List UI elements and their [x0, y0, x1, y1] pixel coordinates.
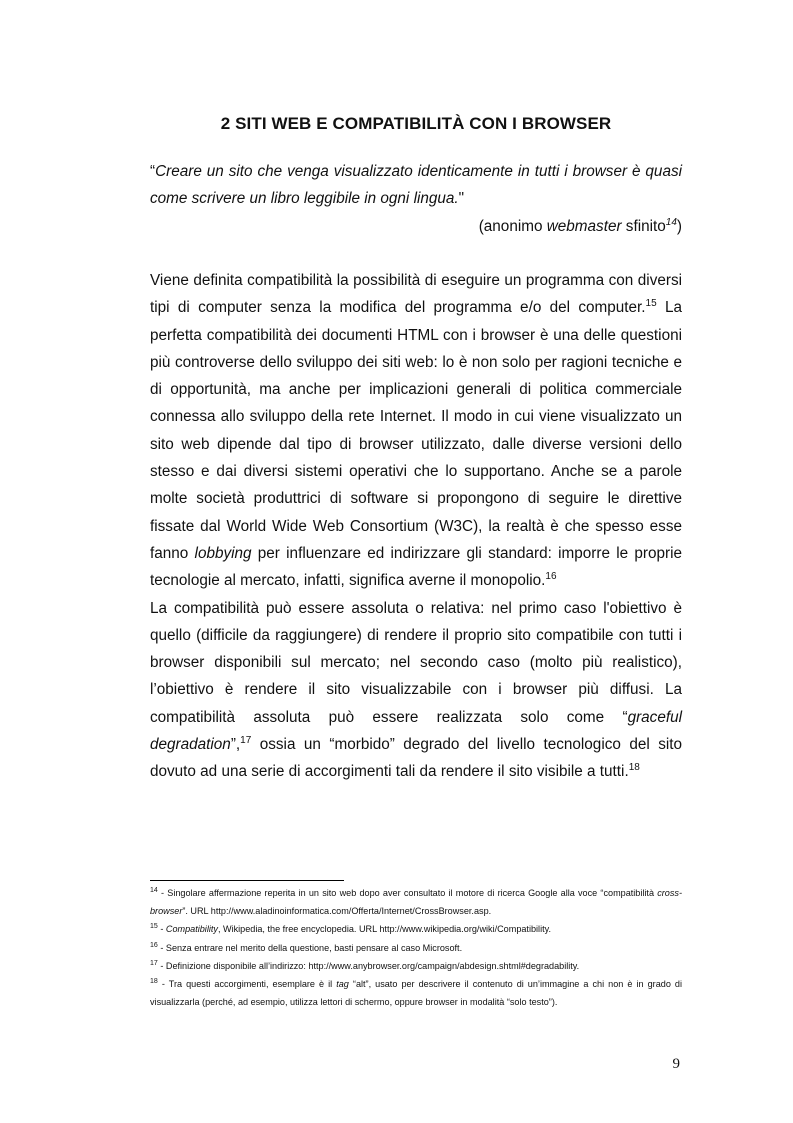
- italic-term: lobbying: [194, 544, 252, 562]
- footnote-separator: [150, 880, 344, 881]
- attribution-italic: webmaster: [546, 218, 622, 235]
- footnote-18: $^{18}$ - Tra questi accorgimenti, esemplare è il tag “alt”, usato per descrivere il contenuto di un’immagine a chi non è in grado di visualizzarla (perché, ad esempio, utilizza lettori di schermo, oppure browser in modalità “solo testo”).: [150, 977, 682, 1008]
- body-text: [150, 267, 682, 786]
- epigraph-quote: [150, 158, 682, 212]
- footnote-ref-14[interactable]: 14: [665, 216, 677, 228]
- attribution-suffix: sfinito: [621, 218, 666, 235]
- attribution-prefix: (anonimo: [478, 218, 547, 235]
- footnote-14: $^{14}$ - Singolare affermazione reperita in un sito web dopo aver consultato il motore di ricerca Google alla voce “compatibilità cross-browser”. URL http://www.aladinoinformatica.com/Offerta/Internet/CrossBrowser.asp.: [150, 886, 682, 917]
- footnote-ref-16[interactable]: 16: [545, 571, 557, 583]
- footnote-ref-18[interactable]: 18: [628, 762, 640, 774]
- footnote-ref-17[interactable]: 17: [240, 734, 252, 746]
- epigraph-attribution: [150, 215, 682, 239]
- footnote-17: $^{17}$ - Definizione disponibile all’indirizzo: http://www.anybrowser.org/campaign/abdesign.shtml#degradability.: [150, 959, 580, 971]
- quote-close-mark: ": [458, 190, 465, 207]
- footnote-ref-15[interactable]: 15: [645, 298, 657, 310]
- chapter-heading: 2 SITI WEB E COMPATIBILITÀ CON I BROWSER: [220, 114, 612, 133]
- paragraph-2: La compatibilità può essere assoluta o relativa: nel primo caso l'obiettivo è quello (difficile da raggiungere) di rendere il proprio sito compatibile con tutti i browser disponibili sul mercato; nel secondo caso (molto più realistico), l’obiettivo è rendere il sito visualizzabile con i browser più diffusi. La compatibilità assoluta può essere realizzata solo come “graceful degradation”,$^{17}$ ossia un “morbido” degrado del livello tecnologico del sito dovuto ad una serie di accorgimenti tali da rendere il sito visibile a tutti.$^{18}$: [150, 599, 682, 781]
- italic-term: graceful degradation: [150, 708, 682, 754]
- page-number: 9: [672, 1056, 680, 1072]
- attribution-close: ): [676, 218, 682, 235]
- footnote-16: $^{16}$ - Senza entrare nel merito della questione, basti pensare al caso Microsoft.: [150, 941, 463, 953]
- quote-open-mark: “: [150, 163, 156, 180]
- footnotes: [150, 884, 682, 1011]
- footnote-15: $^{15}$ - Compatibility, Wikipedia, the free encyclopedia. URL http://www.wikipedia.org/wiki/Compatibility.: [150, 923, 552, 935]
- paragraph-1: Viene definita compatibilità la possibilità di eseguire un programma con diversi tipi di computer senza la modifica del programma e/o del computer.$^{15}$ La perfetta compatibilità dei documenti HTML con i browser è una delle questioni più controverse dello sviluppo dei siti web: lo è non solo per ragioni tecniche e di opportunità, ma anche per implicazioni generali di politica commerciale connessa allo sviluppo della rete Internet. Il modo in cui viene visualizzato un sito web dipende dal tipo di browser utilizzato, dalle diverse versioni dello stesso e dai diversi sistemi operativi che lo supportano. Anche se a parole molte società produttrici di software si propongono di seguire le direttive fissate dal World Wide Web Consortium (W3C), la realtà è che spesso esse fanno lobbying per influenzare ed indirizzare gli standard: imporre le proprie tecnologie al mercato, infatti, significa averne il monopolio.$^{16}$: [150, 272, 683, 590]
- quote-text: Creare un sito che venga visualizzato identicamente in tutti i browser è quasi come scrivere un libro leggibile in ogni lingua.: [150, 163, 682, 207]
